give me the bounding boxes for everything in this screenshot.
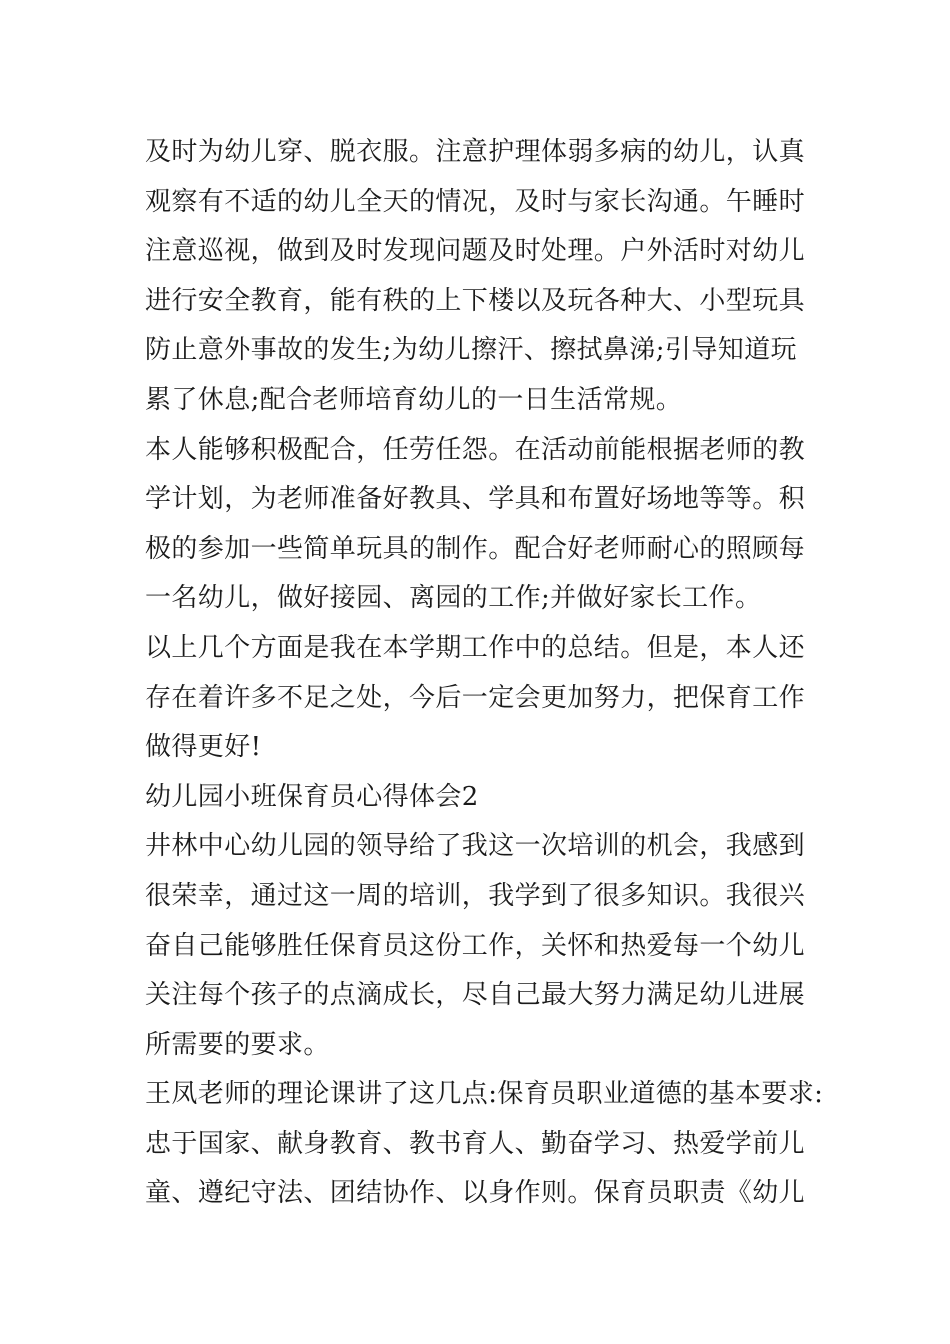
text-line: 防止意外事故的发生;为幼儿擦汗、擦拭鼻涕;引导知道玩 bbox=[145, 335, 797, 366]
text-line: 王凤老师的理论课讲了这几点:保育员职业道德的基本要求: bbox=[145, 1079, 824, 1110]
document-body bbox=[145, 128, 824, 1219]
text-line: 忠于国家、献身教育、教书育人、勤奋学习、热爱学前儿 bbox=[145, 1128, 806, 1159]
text-line: 很荣幸，通过这一周的培训，我学到了很多知识。我很兴 bbox=[145, 880, 806, 911]
paragraph-training bbox=[145, 822, 810, 1070]
text-line: 井林中心幼儿园的领导给了我这一次培训的机会，我感到 bbox=[145, 831, 806, 862]
paragraph-cooperation bbox=[145, 426, 810, 624]
text-line: 累了休息;配合老师培育幼儿的一日生活常规。 bbox=[145, 384, 683, 415]
text-line: 进行安全教育，能有秩的上下楼以及玩各种大、小型玩具 bbox=[145, 285, 806, 316]
text-line: 极的参加一些简单玩具的制作。配合好老师耐心的照顾每 bbox=[145, 533, 806, 564]
text-line: 注意巡视，做到及时发现问题及时处理。户外活时对幼儿 bbox=[145, 236, 806, 267]
paragraph-summary bbox=[145, 624, 810, 773]
text-line: 学计划，为老师准备好教具、学具和布置好场地等等。积 bbox=[145, 484, 806, 515]
text-line: 以上几个方面是我在本学期工作中的总结。但是，本人还 bbox=[145, 632, 806, 663]
text-line: 童、遵纪守法、团结协作、以身作则。保育员职责《幼儿 bbox=[145, 1178, 806, 1209]
text-line: 本人能够积极配合，任劳任怨。在活动前能根据老师的教 bbox=[145, 434, 806, 465]
text-line: 存在着许多不足之处，今后一定会更加努力，把保育工作 bbox=[145, 682, 806, 713]
text-line: 一名幼儿，做好接园、离园的工作;并做好家长工作。 bbox=[145, 583, 762, 614]
paragraph-care-duties bbox=[145, 128, 810, 426]
paragraph-theory-course bbox=[145, 1070, 824, 1219]
section-heading bbox=[145, 773, 810, 823]
text-line: 及时为幼儿穿、脱衣服。注意护理体弱多病的幼儿，认真 bbox=[145, 137, 806, 167]
heading-line: 幼儿园小班保育员心得体会2 bbox=[145, 781, 479, 812]
text-line: 观察有不适的幼儿全天的情况，及时与家长沟通。午睡时 bbox=[145, 186, 806, 217]
text-line: 奋自己能够胜任保育员这份工作，关怀和热爱每一个幼儿 bbox=[145, 930, 806, 961]
text-line: 关注每个孩子的点滴成长，尽自己最大努力满足幼儿进展 bbox=[145, 980, 806, 1011]
text-line: 做得更好! bbox=[145, 732, 262, 763]
text-line: 所需要的要求。 bbox=[145, 1029, 330, 1060]
